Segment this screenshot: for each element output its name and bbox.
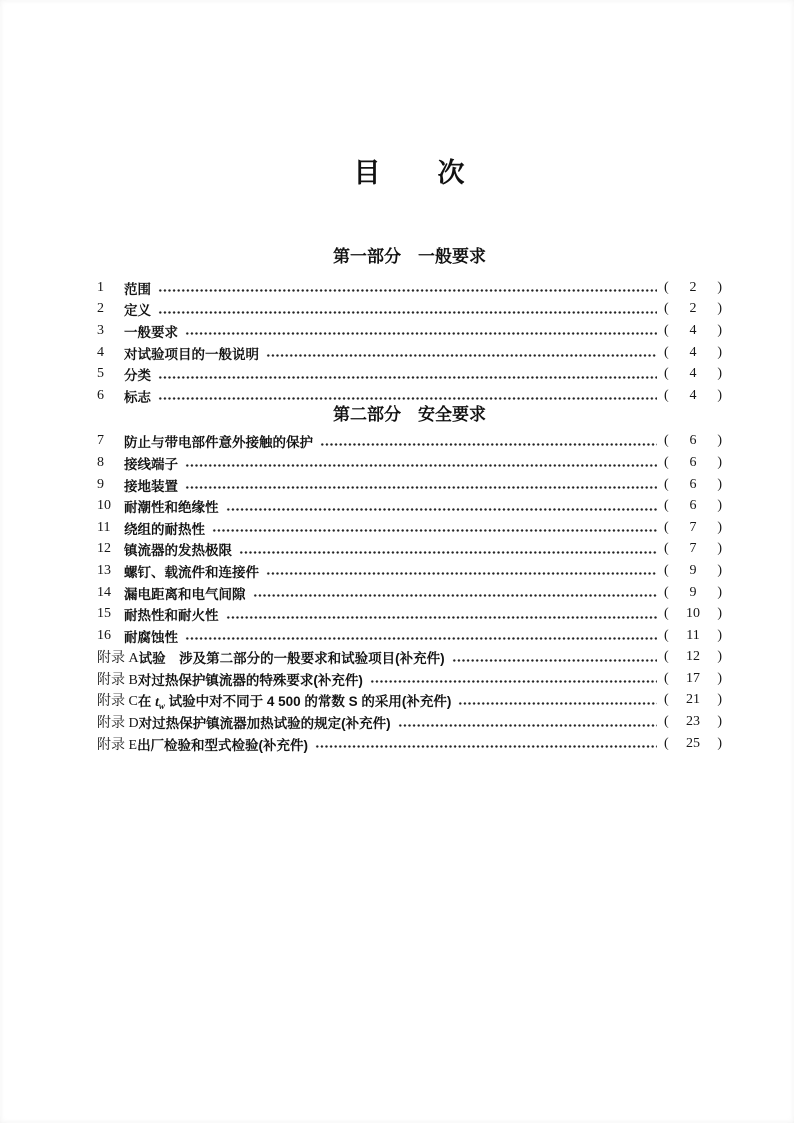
- toc-entry-page: [664, 671, 722, 687]
- toc-entry: [97, 452, 722, 474]
- dot-leader: [253, 594, 658, 597]
- toc-entry-page: [664, 345, 722, 361]
- paren-open-icon: (: [664, 344, 669, 360]
- toc-entry-label: 试验 涉及第二部分的一般要求和试验项目(补充件): [138, 651, 445, 667]
- page-title: 目 次: [353, 158, 466, 188]
- toc-entry-label: 对过热保护镇流器加热试验的规定(补充件): [138, 716, 391, 732]
- toc-entry-label: 范围: [124, 281, 151, 297]
- page-number: 7: [689, 541, 697, 557]
- paren-open-icon: (: [664, 692, 669, 708]
- toc-entry-number: 12: [97, 541, 111, 557]
- toc-entry-number: 11: [97, 519, 111, 535]
- toc-entry-label: 对过热保护镇流器的特殊要求(补充件): [137, 672, 363, 688]
- toc-entry-number: 10: [97, 498, 111, 514]
- toc-entry-label: 螺钉、载流件和连接件: [124, 564, 259, 580]
- toc-entry-number: 16: [97, 627, 111, 643]
- toc-entry-page: [664, 280, 722, 296]
- dot-leader: [212, 529, 657, 532]
- dot-leader: [185, 637, 657, 640]
- paren-close-icon: ): [717, 322, 722, 338]
- toc-entry-label: 接线端子: [124, 456, 178, 472]
- page-number: 10: [686, 606, 700, 622]
- paren-close-icon: ): [717, 476, 722, 492]
- page-number: 6: [689, 476, 697, 492]
- paren-open-icon: (: [664, 627, 669, 643]
- paren-open-icon: (: [664, 606, 669, 622]
- paren-open-icon: (: [664, 322, 669, 338]
- toc-entry-page: [664, 388, 722, 404]
- toc-entry: [97, 560, 722, 582]
- toc-entry-number: 8: [97, 454, 104, 470]
- toc-entry-page: [664, 366, 722, 382]
- toc-entry-number: 7: [97, 433, 104, 449]
- dot-leader: [185, 486, 657, 489]
- toc-entry-page: [664, 692, 722, 708]
- toc-entry-label: 耐热性和耐火性: [124, 608, 219, 624]
- toc-entry: [97, 733, 722, 755]
- dot-leader: [226, 616, 658, 619]
- dot-leader: [226, 508, 658, 511]
- page-number: 6: [689, 498, 697, 514]
- toc-entry-number: 9: [97, 476, 104, 492]
- dot-leader: [185, 464, 657, 467]
- toc-entry-page: [664, 301, 722, 317]
- toc-entry: [97, 517, 722, 539]
- paren-open-icon: (: [664, 454, 669, 470]
- toc-entry: [97, 277, 722, 299]
- dot-leader: [158, 289, 657, 292]
- toc-entry-label: 接地装置: [124, 478, 178, 494]
- toc-entry-number: 2: [97, 301, 104, 317]
- toc-entry: [97, 539, 722, 561]
- paren-open-icon: (: [664, 519, 669, 535]
- dot-leader: [320, 443, 657, 446]
- toc-entry-page: [664, 649, 722, 665]
- paren-open-icon: (: [664, 279, 669, 295]
- paren-open-icon: (: [664, 301, 669, 317]
- toc-entry-page: [664, 736, 722, 752]
- label-part: 试验中对不同于 4 500 的常数 S 的采用(补充件): [164, 693, 452, 709]
- toc-entry-label: 对试验项目的一般说明: [124, 346, 259, 362]
- paren-close-icon: ): [717, 714, 722, 730]
- toc-entry-label: 出厂检验和型式检验(补充件): [137, 737, 309, 753]
- page-number: 4: [689, 387, 697, 403]
- paren-close-icon: ): [717, 279, 722, 295]
- toc-entry-label: 绕组的耐热性: [124, 521, 205, 537]
- toc-entry-label: 标志: [124, 389, 151, 405]
- dot-leader: [398, 724, 657, 727]
- page-number: 21: [686, 692, 700, 708]
- toc-entry: [97, 342, 722, 364]
- paren-close-icon: ): [717, 692, 722, 708]
- toc-entry: [97, 495, 722, 517]
- dot-leader: [158, 376, 657, 379]
- toc-entry: [97, 431, 722, 453]
- page-number: 2: [689, 301, 697, 317]
- dot-leader: [266, 354, 657, 357]
- dot-leader: [158, 311, 657, 314]
- page-number: 17: [686, 670, 700, 686]
- toc-entry-page: [664, 628, 722, 644]
- paren-open-icon: (: [664, 387, 669, 403]
- toc-entry-label: 漏电距离和电气间隙: [124, 586, 246, 602]
- page-number: 9: [689, 562, 697, 578]
- toc-entry-label: 耐腐蚀性: [124, 629, 178, 645]
- toc-entry: [97, 711, 722, 733]
- toc-entry-number: 5: [97, 366, 104, 382]
- label-part: 在: [137, 693, 156, 709]
- toc-entry: [97, 363, 722, 385]
- page-number: 4: [689, 344, 697, 360]
- paren-close-icon: ): [717, 301, 722, 317]
- toc-entry-page: [664, 563, 722, 579]
- toc-content: [97, 156, 722, 754]
- toc-entry: [97, 647, 722, 669]
- toc-entry-number: 6: [97, 387, 104, 403]
- page-number: 25: [686, 735, 700, 751]
- toc-entry-page: [664, 714, 722, 730]
- paren-close-icon: ): [717, 433, 722, 449]
- paren-close-icon: ): [717, 366, 722, 382]
- paren-close-icon: ): [717, 562, 722, 578]
- page-number: 7: [689, 519, 697, 535]
- dot-leader: [158, 397, 657, 400]
- paren-close-icon: ): [717, 735, 722, 751]
- toc-entry-number: 附录 C: [97, 694, 138, 710]
- toc-entry-page: [664, 455, 722, 471]
- toc-entry-label: 防止与带电部件意外接触的保护: [124, 435, 313, 451]
- paren-open-icon: (: [664, 541, 669, 557]
- paren-close-icon: ): [717, 498, 722, 514]
- paren-open-icon: (: [664, 735, 669, 751]
- toc-entry: [97, 603, 722, 625]
- page-number: 9: [689, 584, 697, 600]
- subscript: w: [158, 700, 165, 711]
- paren-close-icon: ): [717, 649, 722, 665]
- toc-entry-page: [664, 323, 722, 339]
- toc-entry-page: [664, 606, 722, 622]
- toc-entry: [97, 582, 722, 604]
- paren-open-icon: (: [664, 649, 669, 665]
- page-number: 6: [689, 454, 697, 470]
- toc-entry-label: 一般要求: [124, 324, 178, 340]
- toc-entry-number: 附录 D: [97, 716, 139, 732]
- toc-entry-number: 13: [97, 562, 111, 578]
- toc-entry-number: 附录 E: [97, 737, 138, 753]
- paren-open-icon: (: [664, 670, 669, 686]
- toc-entry-number: 附录 A: [97, 651, 139, 667]
- toc-entry-number: 1: [97, 279, 104, 295]
- paren-open-icon: (: [664, 366, 669, 382]
- paren-open-icon: (: [664, 714, 669, 730]
- paren-close-icon: ): [717, 627, 722, 643]
- paren-close-icon: ): [717, 344, 722, 360]
- paren-open-icon: (: [664, 498, 669, 514]
- page-number: 11: [686, 627, 700, 643]
- toc-entry-number: 14: [97, 584, 111, 600]
- page-number: 2: [689, 279, 697, 295]
- dot-leader: [239, 551, 657, 554]
- toc-entry-label: 镇流器的发热极限: [124, 543, 232, 559]
- part-heading: 第二部分 安全要求: [333, 404, 486, 424]
- dot-leader: [452, 659, 657, 662]
- page-number: 4: [689, 322, 697, 338]
- toc-entry-page: [664, 585, 722, 601]
- toc-entry-page: [664, 433, 722, 449]
- toc-entry: [97, 625, 722, 647]
- toc-entry: [97, 668, 722, 690]
- dot-leader: [266, 572, 657, 575]
- paren-open-icon: (: [664, 433, 669, 449]
- toc-entry-label: [138, 690, 452, 711]
- toc-entry-label: 耐潮性和绝缘性: [124, 500, 219, 516]
- page-number: 12: [686, 649, 700, 665]
- toc-entry-page: [664, 541, 722, 557]
- toc-entry-number: 4: [97, 344, 104, 360]
- toc-entry-number: 附录 B: [97, 672, 138, 688]
- label-part: t: [155, 693, 159, 709]
- toc-entry: [97, 690, 722, 712]
- toc-entry-label: 分类: [124, 368, 151, 384]
- page-number: 6: [689, 433, 697, 449]
- dot-leader: [185, 332, 657, 335]
- toc-entry-page: [664, 477, 722, 493]
- toc-entry-label: 定义: [124, 303, 151, 319]
- paren-open-icon: (: [664, 476, 669, 492]
- paren-close-icon: ): [717, 541, 722, 557]
- toc-entry-number: 15: [97, 606, 111, 622]
- page-number: 23: [686, 714, 700, 730]
- dot-leader: [370, 680, 657, 683]
- page-number: 4: [689, 366, 697, 382]
- part-heading: 第一部分 一般要求: [333, 247, 486, 266]
- paren-close-icon: ): [717, 670, 722, 686]
- toc-entry: [97, 299, 722, 321]
- paren-open-icon: (: [664, 584, 669, 600]
- dot-leader: [315, 745, 657, 748]
- toc-entry-number: 3: [97, 322, 104, 338]
- toc-entry-page: [664, 498, 722, 514]
- paren-close-icon: ): [717, 454, 722, 470]
- paren-open-icon: (: [664, 562, 669, 578]
- toc-entry: [97, 320, 722, 342]
- paren-close-icon: ): [717, 606, 722, 622]
- paren-close-icon: ): [717, 584, 722, 600]
- paren-close-icon: ): [717, 387, 722, 403]
- toc: [97, 246, 722, 754]
- toc-entry: [97, 474, 722, 496]
- toc-entry-page: [664, 520, 722, 536]
- paren-close-icon: ): [717, 519, 722, 535]
- dot-leader: [458, 702, 657, 705]
